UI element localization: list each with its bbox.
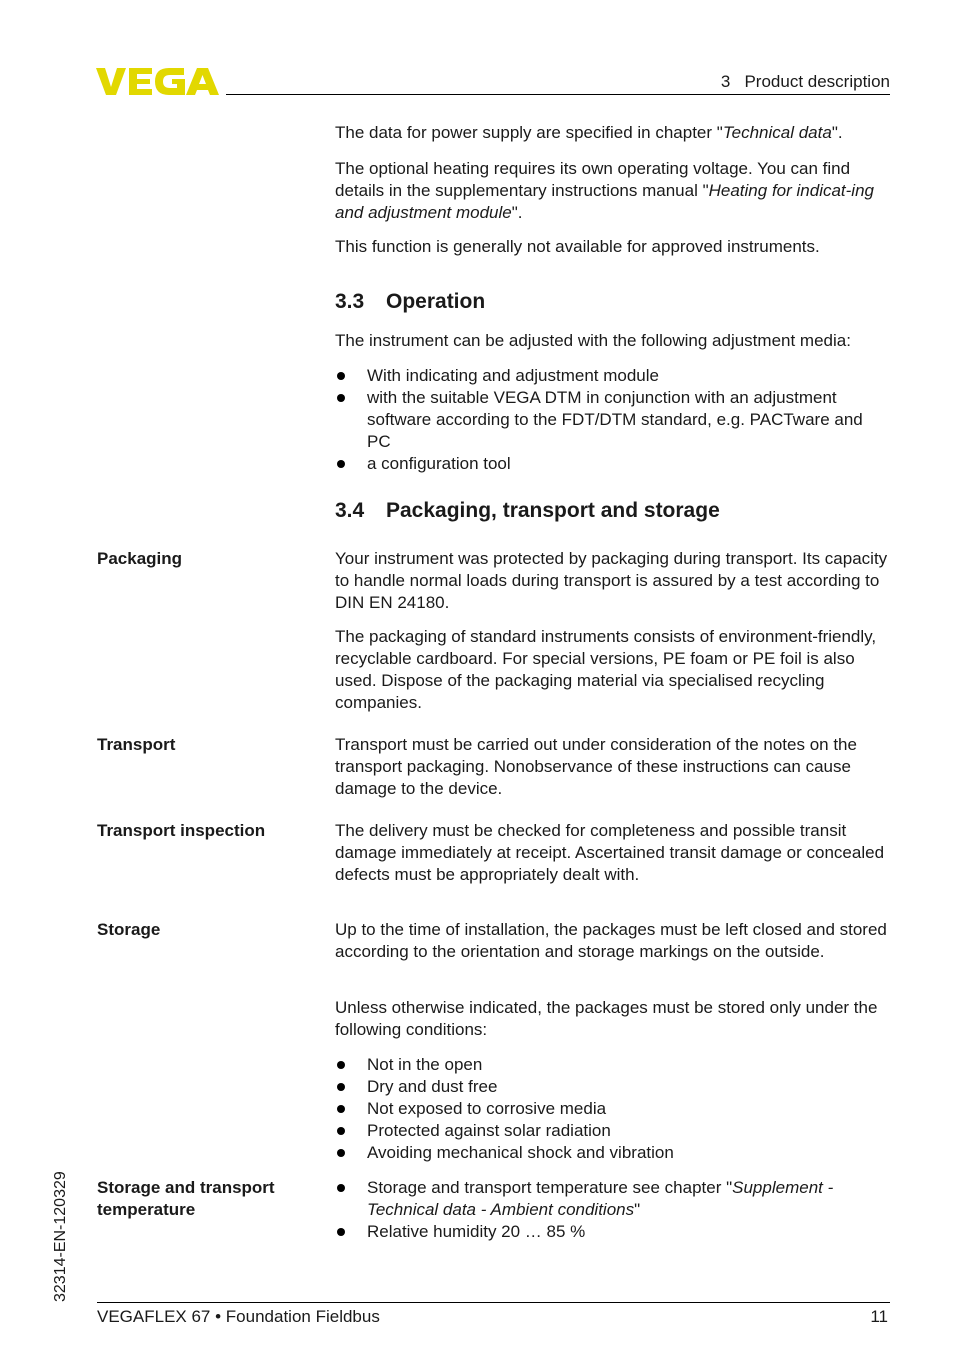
label-transport: Transport: [97, 735, 176, 754]
intro-paragraph-3: This function is generally not available for approved instruments.: [335, 237, 820, 256]
list-item: Storage and transport temperature see chapter "Supplement - Technical data - Ambient conditions": [335, 1177, 891, 1221]
header-rule: [226, 94, 890, 95]
storage-conditions-list: [335, 1054, 891, 1164]
label-packaging: Packaging: [97, 549, 183, 568]
storage-paragraph-1: Up to the time of installation, the packages must be left closed and stored according to the orientation and storage markings on the outside.: [335, 920, 887, 961]
footer-rule: [97, 1302, 890, 1303]
list-item: With indicating and adjustment module: [335, 365, 891, 387]
list-item: Not exposed to corrosive media: [335, 1098, 891, 1120]
document-id: 32314-EN-120329: [52, 1171, 69, 1302]
packaging-paragraph-2: The packaging of standard instruments consists of environment-friendly, recyclable cardboard. For special versions, PE foam or PE foil is also used. Dispose of the packaging material via specialised recycling companies.: [335, 627, 877, 712]
storage-paragraph-2: Unless otherwise indicated, the packages must be stored only under the following conditions:: [335, 998, 878, 1039]
list-item: Dry and dust free: [335, 1076, 891, 1098]
vega-logo-icon: [96, 66, 220, 97]
list-item: Relative humidity 20 … 85 %: [335, 1221, 891, 1243]
list-item: Not in the open: [335, 1054, 891, 1076]
footer-product-name: VEGAFLEX 67 • Foundation Fieldbus: [97, 1307, 380, 1326]
transport-inspection-paragraph: The delivery must be checked for completeness and possible transit damage immediately at receipt. Ascertained transit damage or concealed defects must be appropriately dealt with.: [335, 821, 885, 884]
header-section-title: 3 Product description: [720, 72, 890, 91]
list-item: with the suitable VEGA DTM in conjunction with an adjustment software according to the FDT/DTM standard, e.g. PACTware and PC: [335, 387, 891, 453]
heading-operation: 3.3 Operation: [335, 290, 486, 313]
transport-paragraph: Transport must be carried out under consideration of the notes on the transport packaging. Nonobservance of these instructions can cause damage to the device.: [335, 735, 857, 798]
operation-intro: The instrument can be adjusted with the following adjustment media:: [335, 331, 851, 350]
intro-paragraph-2: The optional heating requires its own operating voltage. You can find details in the supplementary instructions manual "Heating for indicat-ing and adjustment module".: [335, 159, 874, 222]
label-transport-inspection: Transport inspection: [97, 821, 266, 840]
packaging-paragraph-1: Your instrument was protected by packaging during transport. Its capacity to handle normal loads during transport is assured by a test according to DIN EN 24180.: [335, 549, 888, 612]
page-number: 11: [870, 1307, 888, 1326]
storage-temperature-list: [335, 1177, 891, 1243]
vega-logo: [96, 66, 220, 97]
label-storage-temperature: Storage and transport temperature: [97, 1178, 275, 1219]
list-item: a configuration tool: [335, 453, 891, 475]
operation-list: [335, 365, 891, 475]
intro-paragraph-1: The data for power supply are specified in chapter "Technical data".: [335, 123, 843, 142]
list-item: Avoiding mechanical shock and vibration: [335, 1142, 891, 1164]
heading-packaging: 3.4 Packaging, transport and storage: [335, 499, 720, 522]
list-item: Protected against solar radiation: [335, 1120, 891, 1142]
label-storage: Storage: [97, 920, 161, 939]
